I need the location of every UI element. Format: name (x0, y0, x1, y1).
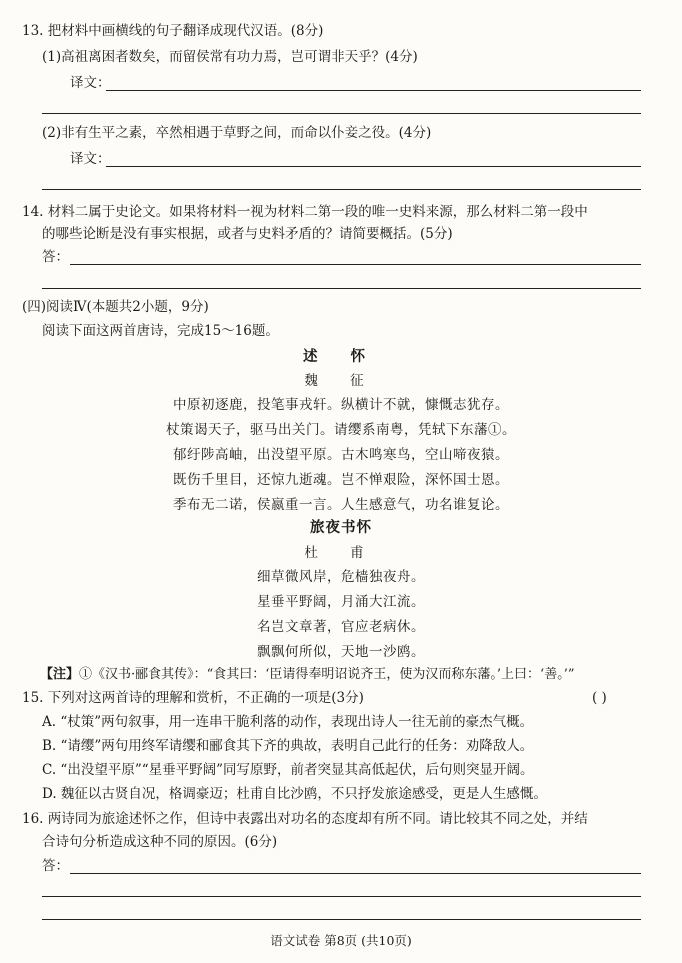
q13-sub2-answer-line-2[interactable] (42, 189, 641, 190)
poem2-line: 名岂文章著，官应老病休。 (257, 619, 425, 635)
poem1-line: 杖策谒天子，驱马出关门。请缨系南粤，凭轼下东藩①。 (166, 422, 516, 438)
q13-sub1-answer-line-1[interactable] (106, 90, 641, 91)
q14-answer-line-2[interactable] (42, 288, 641, 289)
poem1-line: 季布无二诺，侯嬴重一言。人生感意气，功名谁复论。 (173, 497, 509, 513)
q16-answer-line-3[interactable] (42, 919, 641, 920)
page-footer: 语文试卷 第8页 (共10页) (270, 933, 412, 948)
q13-sub2: (2)非有生平之素，卒然相遇于草野之间，而命以仆妾之役。(4分) (42, 125, 432, 141)
q15-stem: 15. 下列对这两首诗的理解和赏析，不正确的一项是(3分) (22, 690, 364, 706)
q13-stem: 13. 把材料中画横线的句子翻译成现代汉语。(8分) (22, 23, 324, 39)
q13-sub2-answer-label: 译文： (70, 151, 111, 167)
poem1-line: 既伤千里目，还惊九逝魂。岂不惮艰险，深怀国士恩。 (173, 472, 509, 488)
q16-stem-line2: 合诗句分析造成这种不同的原因。(6分) (42, 834, 278, 850)
q16-stem-line1: 16. 两诗同为旅途述怀之作，但诗中表露出对功名的态度却有所不同。请比较其不同之处，并结 (22, 811, 588, 827)
poem2-line: 细草微风岸，危樯独夜舟。 (257, 569, 425, 585)
section4-heading: (四)阅读Ⅳ(本题共2小题，9分) (22, 299, 209, 315)
q13-sub1-answer-label: 译文： (70, 75, 111, 91)
q16-answer-line-2[interactable] (42, 896, 641, 897)
poem1-line: 郁纡陟高岫，出没望平原。古木鸣寒鸟，空山啼夜猿。 (173, 447, 509, 463)
q15-answer-bracket[interactable]: ( ) (592, 690, 607, 706)
q14-stem-line2: 的哪些论断是没有事实根据，或者与史料矛盾的？请简要概括。(5分) (42, 226, 453, 242)
q16-answer-label: 答： (42, 858, 69, 874)
annotation-label: 【注】 (40, 667, 80, 682)
q15-option-c: C. “出没望平原”“星垂平野阔”同写原野，前者突显其高低起伏，后句则突显开阔。 (42, 762, 534, 778)
poem2-line: 飘飘何所似，天地一沙鸥。 (257, 644, 425, 660)
q14-stem-line1: 14. 材料二属于史论文。如果将材料一视为材料二第一段的唯一史料来源，那么材料二第一段中 (22, 204, 588, 220)
poem1-author: 魏 征 (304, 373, 378, 389)
poem1-line: 中原初逐鹿，投笔事戎轩。纵横计不就，慷慨志犹存。 (173, 397, 509, 413)
q14-answer-label: 答： (42, 249, 69, 265)
q16-answer-line-1[interactable] (70, 873, 641, 874)
q15-option-d: D. 魏征以古贤自况，格调豪迈；杜甫自比沙鸥，不只抒发旅途感受，更是人生感慨。 (42, 786, 547, 802)
poem2-author: 杜 甫 (304, 545, 378, 561)
poem2-title: 旅夜书怀 (310, 519, 372, 536)
q15-option-b: B. “请缨”两句用终军请缨和郦食其下齐的典故，表明自己此行的任务：劝降敌人。 (42, 738, 534, 754)
q13-sub1-answer-line-2[interactable] (42, 113, 641, 114)
section4-instruction: 阅读下面这两首唐诗，完成15～16题。 (42, 323, 279, 339)
annotation-text: ①《汉书·郦食其传》：“食其曰：‘臣请得奉明诏说齐王，使为汉而称东藩。’上曰：‘善。’” (79, 667, 575, 682)
q15-option-a: A. “杖策”两句叙事，用一连串干脆利落的动作，表现出诗人一往无前的豪杰气概。 (42, 714, 534, 730)
annotation (40, 666, 574, 684)
q13-sub2-answer-line-1[interactable] (106, 166, 641, 167)
poem1-title: 述 怀 (302, 348, 380, 365)
poem2-line: 星垂平野阔，月涌大江流。 (257, 594, 425, 610)
q13-sub1: (1)高祖离困者数矣，而留侯常有功力焉，岂可谓非天乎？(4分) (42, 49, 418, 65)
q14-answer-line-1[interactable] (70, 264, 641, 265)
